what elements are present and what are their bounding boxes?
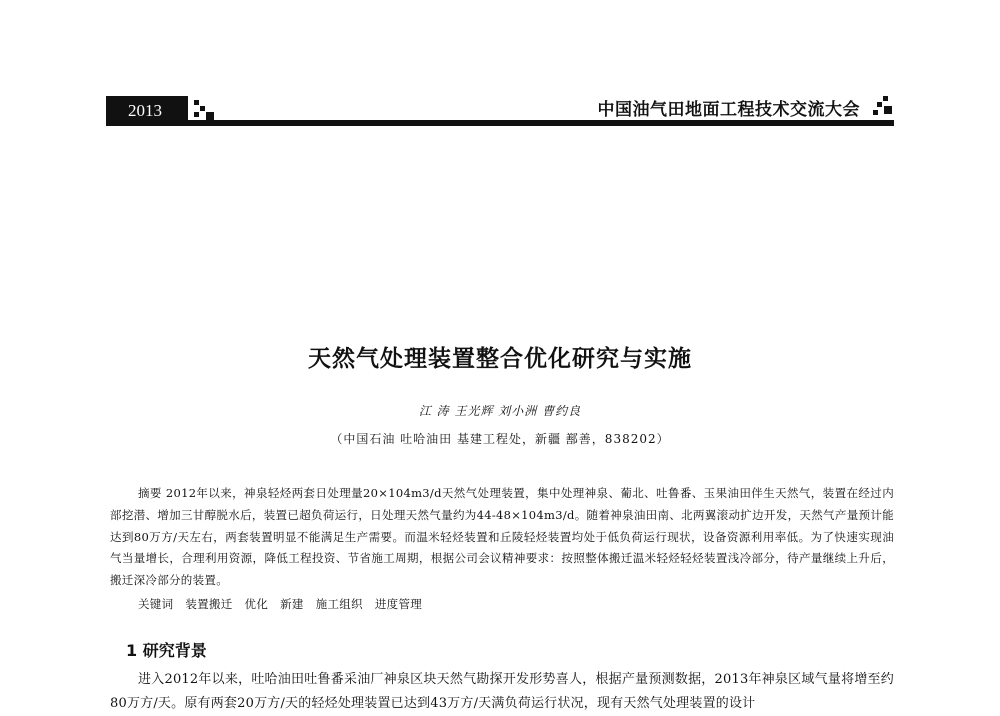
keyword: 新建 [280, 597, 304, 611]
paper-authors: 江 涛 王光辉 刘小洲 曹约良 [418, 404, 582, 418]
keyword: 优化 [244, 597, 269, 611]
section-heading: 1 研究背景 [126, 641, 207, 660]
section-body-text: 进入2012年以来，吐哈油田吐鲁番采油厂神泉区块天然气勘探开发形势喜人，根据产量预测数据，2013年神泉区域气量将增至约80万方/天。原有两套20万方/天的轻烃处理装置已达到43万方/天满负荷运行状况，现有天然气处理装置的设计 [110, 672, 894, 711]
keyword: 进度管理 [374, 597, 423, 611]
running-header [106, 96, 894, 126]
keywords-line [138, 596, 422, 612]
header-year: 2013 [106, 96, 188, 126]
keywords-label: 关键词 [138, 597, 174, 611]
keyword: 施工组织 [315, 597, 363, 611]
header-conference-title: 中国油气田地面工程技术交流大会 [597, 100, 860, 120]
paper-affiliation: （中国石油 吐哈油田 基建工程处，新疆 鄯善，838202） [330, 432, 670, 446]
paper-title: 天然气处理装置整合优化研究与实施 [308, 346, 692, 372]
abstract-paragraph: 摘要 2012年以来，神泉轻烃两套日处理量20×104m3/d天然气处理装置，集中处理神泉、葡北、吐鲁番、玉果油田伴生天然气，装置在经过内部挖潜、增加三甘醇脱水后，装置已超负荷运行，日处理天然气量约为44-48×104m3/d。随着神泉油田南、北两翼滚动扩边开发，天然气产量预计能达到80万方/天左右，两套装置明显不能满足生产需要。而温米轻烃装置和丘陵轻烃装置均处于低负荷运行现状，设备资源利用率低。为了快速实现油气当量增长，合理利用资源，降低工程投资、节省施工周期，根据公司会议精神要求：按照整体搬迁温米轻烃轻烃装置浅冷部分，待产量继续上升后，搬迁深冷部分的装置。 [110, 486, 894, 588]
keyword: 装置搬迁 [185, 597, 233, 611]
header-rule [106, 120, 894, 126]
